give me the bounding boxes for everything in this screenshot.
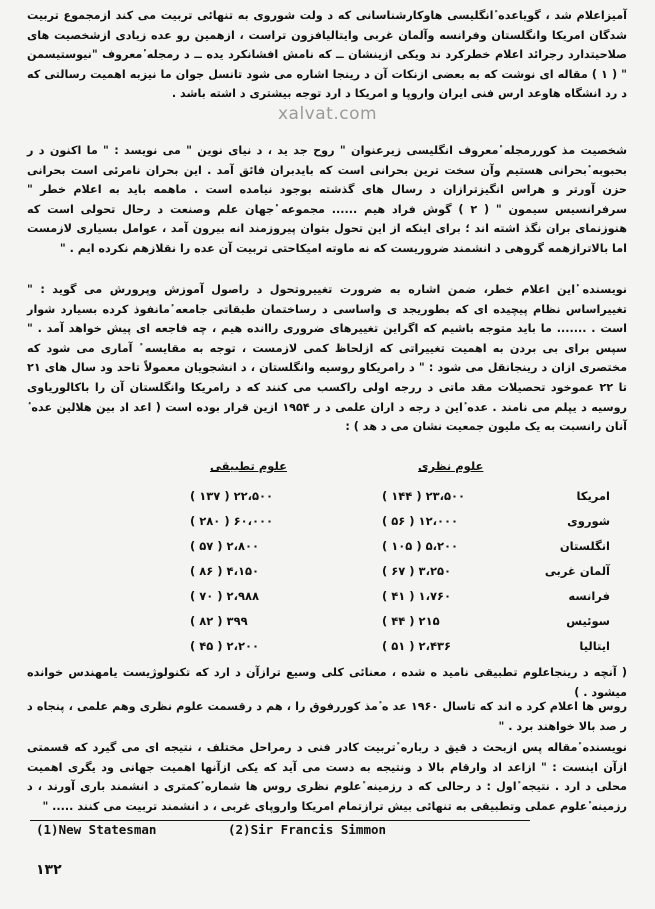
table-row [190,539,610,559]
page-number: ۱۳۲ [36,862,62,878]
theoretical-cell: ( ۵۶ ) ۱۲،۰۰۰ [382,514,459,528]
country-cell: سوئیس [566,614,610,628]
paragraph-3: نویسنده ٔاین اعلام خطر، ضمن اشاره به ضرورت تغییروتحول د راصول آموزش وپرورش می گوید : " تغییراساس نظام پیچیده ای که بطوریجد ی واساسی د رساختمان طبقاتی جامعه ٔمانفوذ کرده بسیارد شوار است . ....... ما باید متوجه باشیم که اگراین تغییرهای ضروری راانده هیم ، چه فاجعه ای پیش خواهد آمد . " سپس برای بی بردن به اهمیت تغییراتی که ازلحاظ کمی لازمست ، توجه به مقایسه ٔ آماری می شود که مختصری ازان د رینجانقل می شود : " د رامریکاو روسیه وانگلستان ، د انشجویان معمولاً تاحد ود سال های ۲۱ تا ۲۲ عموخود تحصیلات مقد ماتی د ررجه اولی راکسب می کنند که د رامریکا وانگلستان آن را باکالوریاوی روسیه د یپلم می نامند . عده ٔاین د رجه د اران علمی د ر ۱۹۵۴ ازین قرار بوده است ( اعد اد بین هلالین عده ٔ آنان رانسبت به یک ملیون جمعیت نشان می د هد ) : [27,283,627,434]
theoretical-cell: ( ۴۱ ) ۱،۷۶۰ [382,589,452,603]
footnote-1: (1)New Statesman [36,822,157,837]
statistics-table [190,459,610,659]
applied-cell: ( ۸۶ ) ۴،۱۵۰ [190,564,260,578]
applied-cell: ( ۴۵ ) ۲،۲۰۰ [190,639,260,653]
applied-cell: ( ۱۳۷ ) ۲۲،۵۰۰ [190,489,274,503]
paragraph-2: شخصیت مذ کوررمجله ٔمعروف انگلیسی زیرعنوان " روح جد ید ، د نیای نوین " می نویسد : " ما اکنون د ر بحبوبه ٔبحرانی هستیم وآن سخت ترین بحرانی است که بایدبران فائق آمد . این بحران نامرئی است بحرانی حزن آورتر و هراس انگیزترازان د رسال های گذشته بوجود نیامده است . ماهمه باید به اعلام خطر " سرفرانسیس سیمون " ( ۲ ) گوش فراد هیم ...... مجموعه ٔجهان علم وصنعت د رحال تحولی است که هنوزنمای بران نگذ اشته اند ؛ برای اینکه از این تحول بتوان پیروزمند انه بیرون آمد ، عوامل بسیاری لازمست اما بالاترازهمه گروهی د انشمند ضروریست که نه ماوته امیکاحتی تربیت آن عده را نقلازهم نکرده ایم . " [27,144,627,255]
table-row [190,489,610,509]
theoretical-cell: ( ۶۷ ) ۳،۲۵۰ [382,564,452,578]
country-cell: ایتالیا [579,639,610,653]
theoretical-cell: ( ۴۴ ) ۲۱۵ [382,614,440,628]
country-cell: انگلستان [559,539,610,553]
header-applied: علوم تطبیقی [210,459,288,473]
applied-cell: ( ۲۸۰ ) ۶۰،۰۰۰ [190,514,274,528]
country-cell: شوروی [567,514,610,528]
table-row [190,639,610,659]
applied-cell: ( ۸۲ ) ۳۹۹ [190,614,248,628]
country-cell: فرانسه [568,589,610,603]
table-row [190,614,610,634]
table-row [190,564,610,584]
table-note: ( آنچه د رینجاعلوم تطبیقی نامید ه شده ، معنائی کلی وسیع ترازآن د ارد که تکنولوژیست یامهندس خوانده میشود . ) [27,666,627,699]
country-cell: امریکا [576,489,610,503]
country-cell: آلمان غربی [544,564,610,578]
paragraph-5: نویسنده ٔمقاله پس ازبحث د قیق د رباره ٔتربیت کادر فنی د رمراحل مختلف ، نتیجه ای می گیرد که قسمتی ازآن اینست : " ازاعد اد وارقام بالا د ونتیجه به دست می آید که یکی ازآنها اهمیت جهانی ود یگری اهمیت محلی د ارد . نتیجه ٔاول : د رحالی که د رزمینه ٔعلوم نظری روس ها شماره ٔکمتری د انشمند باری آورند ، د رزمینه ٔعلوم عملی وتطبیقی به تنهائی بیش ترازتمام امریکا واروپای غربی ، د انشمند تربیت می کنند ..... " [27,741,627,813]
paragraph-1: آمیزاعلام شد ، گویاعده ٔانگلیسی هاوکارشناسانی که د ولت شوروی به تنهائی تربیت می کند ازمجموع تربیت شدگان امریکا وانگلستان وفرانسه وآلمان غربی وایتالیافزون تراست ، ازهمین رو عده زیادی ازشخصیت های صلاحیتدارد رجرائد اعلام خطرکرد ند ویکی ازینشان ــ که نامش افشانکرد یده ــ د رمجله ٔمعروف "نیوستیسمن " ( ۱ ) مقاله ای نوشت که به بعضی ازنکات آن د رینجا اشاره می شود تانسل جوان ما نیزبه اهمیت رسالتی که د رد انشگاه هاوعد ارس فنی ایران واروپا و امریکا د ارد توجه بیشتری د اشته باشد . [27,9,627,101]
header-theoretical: علوم نظری [418,459,484,473]
table-row [190,514,610,534]
applied-cell: ( ۷۰ ) ۲،۹۸۸ [190,589,260,603]
table-row [190,589,610,609]
theoretical-cell: ( ۱۰۵ ) ۵،۲۰۰ [382,539,459,553]
theoretical-cell: ( ۵۱ ) ۲،۴۳۶ [382,639,452,653]
theoretical-cell: ( ۱۴۴ ) ۲۳،۵۰۰ [382,489,466,503]
applied-cell: ( ۵۷ ) ۲،۸۰۰ [190,539,260,553]
paragraph-4: روس ها اعلام کرد ه اند که تاسال ۱۹۶۰ عد ه ٔمذ کوررفوق را ، هم د رقسمت علوم نظری وهم علمی ، پنجاه د ر صد بالا خواهند برد . " [27,700,628,733]
watermark-text: xalvat.com [277,104,378,124]
footnote-divider [30,820,530,821]
footnote-2: (2)Sir Francis Simmon [228,822,387,837]
